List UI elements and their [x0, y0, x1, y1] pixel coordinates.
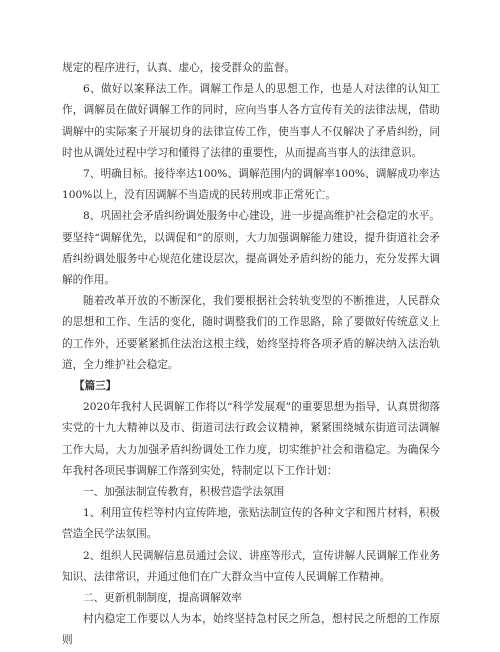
document-body [62, 58, 440, 652]
paragraph-item-8: 8、巩固社会矛盾纠纷调处服务中心建设，进一步提高维护社会稳定的水平。要坚持“调解优先，以调促和”的原则，大力加强调解能力建设，提升街道社会矛盾纠纷调处服务中心规范化建设层次，提高调处矛盾纠纷的能力，充分发挥大调解的作用。 [62, 210, 440, 287]
paragraph-item-6: 6、做好以案释法工作。调解工作是人的思想工作，也是人对法律的认知工作，调解员在做好调解工作的同时，应向当事人各方宣传有关的法律法规，借助调解中的实际案子开展切身的法律宣传工作，使当事人不仅解决了矛盾纠纷，同时也从调处过程中学习和懂得了法律的重要性，从而提高当事人的法律意识。 [62, 83, 440, 159]
subheading-one: 一、加强法制宣传教育，积极营造学法氛围 [83, 486, 285, 499]
paragraph-continuation: 规定的程序进行，认真、虚心，接受群众的监督。 [62, 62, 296, 74]
section-heading: 【篇三】 [74, 380, 117, 393]
paragraph-point-1: 1、利用宣传栏等村内宣传阵地，张贴法制宣传的各种文字和图片材料，积极营造全民学法氛围。 [62, 507, 440, 541]
subheading-two: 二、更新机制制度，提高调解效率 [83, 592, 242, 605]
paragraph-intro: 2020年我村人民调解工作将以“科学发展观”的重要思想为指导，认真贯彻落实党的十九大精神以及市、街道司法行政会议精神，紧紧围绕城东街道司法调解工作大局，大力加强矛盾纠纷调处工作力度，切实维护社会和谐稳定。为确保今年我村各项民事调解工作落到实处，特制定以下工作计划： [62, 401, 440, 477]
paragraph-point-2: 2、组织人民调解信息员通过会议、讲座等形式，宣传讲解人民调解工作业务知识、法律常识，并通过他们在广大群众当中宣传人民调解工作精神。 [62, 549, 440, 583]
paragraph-final: 村内稳定工作要以人为本，始终坚持急村民之所急，想村民之所想的工作原则 [62, 613, 440, 647]
paragraph-item-7: 7、明确目标。接待率达100%、调解范围内的调解率100%、调解成功率达100%以上，没有因调解不当造成的民转刑或非正常死亡。 [62, 168, 440, 202]
paragraph-summary: 随着改革开放的不断深化，我们要根据社会转轨变型的不断推进，人民群众的思想和工作、生活的变化，随时调整我们的工作思路，除了要做好传统意义上的工作外，还要紧紧抓住法治这根主线，始终坚持将各项矛盾的解决纳入法治轨道，全力维护社会稳定。 [62, 295, 440, 371]
